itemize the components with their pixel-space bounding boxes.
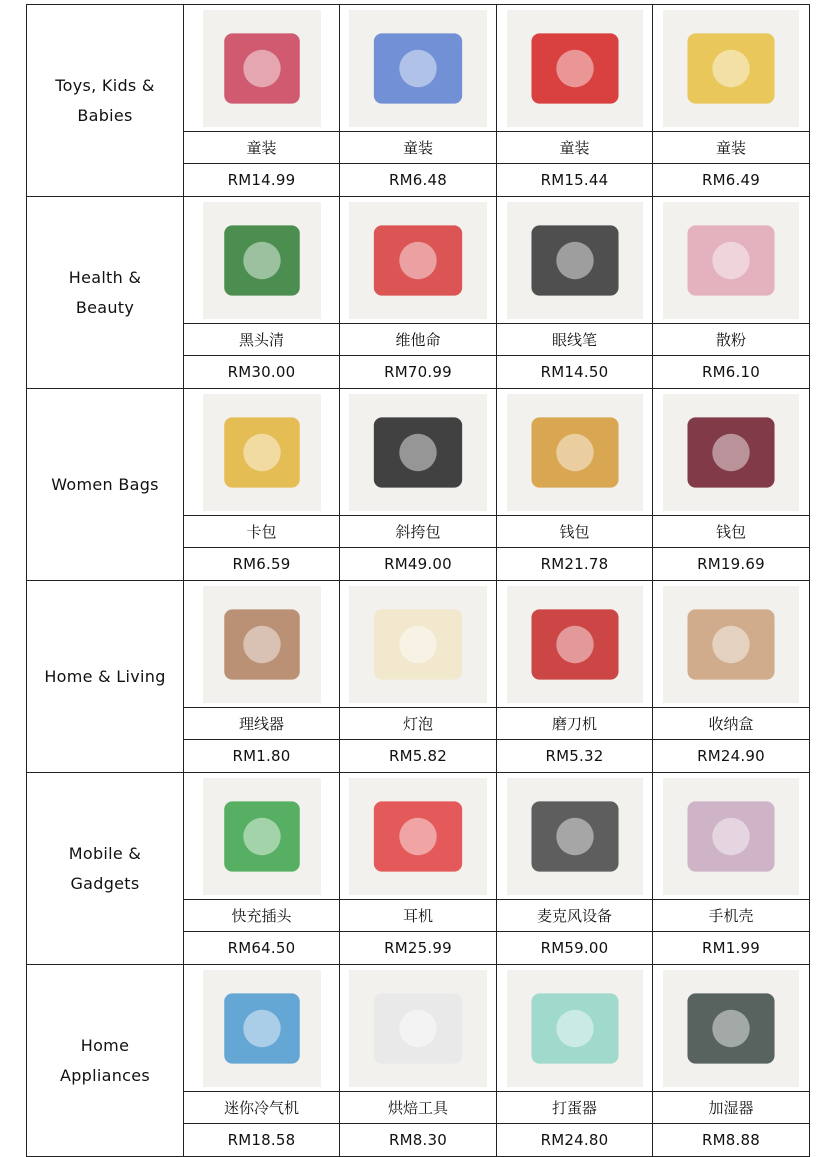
product-image-cell[interactable] (653, 197, 810, 324)
baby-romper-photo[interactable] (653, 10, 809, 127)
image-row (27, 5, 810, 132)
category-label: Health & Beauty (27, 197, 184, 389)
product-price: RM5.82 (340, 740, 497, 773)
product-price: RM6.59 (184, 548, 340, 581)
product-name[interactable]: 手机壳 (653, 900, 810, 932)
image-row (27, 581, 810, 708)
product-price: RM1.99 (653, 932, 810, 965)
product-name[interactable]: 麦克风设备 (497, 900, 653, 932)
image-row (27, 197, 810, 324)
product-price: RM24.80 (497, 1124, 653, 1157)
product-name[interactable]: 钱包 (653, 516, 810, 548)
category-label: Mobile & Gadgets (27, 773, 184, 965)
product-name[interactable]: 灯泡 (340, 708, 497, 740)
product-price: RM6.10 (653, 356, 810, 389)
product-image-cell[interactable] (340, 389, 497, 516)
product-image-cell[interactable] (340, 197, 497, 324)
product-name[interactable]: 迷你冷气机 (184, 1092, 340, 1124)
product-price: RM18.58 (184, 1124, 340, 1157)
cable-organizer-photo[interactable] (184, 586, 339, 703)
product-image-cell[interactable] (653, 581, 810, 708)
product-name[interactable]: 快充插头 (184, 900, 340, 932)
product-name[interactable]: 收纳盒 (653, 708, 810, 740)
product-price: RM8.30 (340, 1124, 497, 1157)
product-price: RM49.00 (340, 548, 497, 581)
product-price: RM59.00 (497, 932, 653, 965)
product-name[interactable]: 童装 (497, 132, 653, 164)
knife-sharpener-photo[interactable] (497, 586, 652, 703)
product-image-cell[interactable] (184, 773, 340, 900)
phone-case-photo[interactable] (653, 778, 809, 895)
product-image-cell[interactable] (184, 965, 340, 1092)
kids-tshirt-set-photo[interactable] (340, 10, 496, 127)
product-name[interactable]: 钱包 (497, 516, 653, 548)
product-name[interactable]: 童装 (340, 132, 497, 164)
vitamin-box-photo[interactable] (340, 202, 496, 319)
makeup-organizer-photo[interactable] (653, 586, 809, 703)
product-name[interactable]: 卡包 (184, 516, 340, 548)
product-image-cell[interactable] (653, 389, 810, 516)
eyeliner-pen-photo[interactable] (497, 202, 652, 319)
product-image-cell[interactable] (497, 5, 653, 132)
category-label: Home & Living (27, 581, 184, 773)
product-name[interactable]: 打蛋器 (497, 1092, 653, 1124)
product-image-cell[interactable] (340, 965, 497, 1092)
product-name[interactable]: 理线器 (184, 708, 340, 740)
earphones-photo[interactable] (340, 778, 496, 895)
product-price: RM21.78 (497, 548, 653, 581)
maroon-wallet-photo[interactable] (653, 394, 809, 511)
category-label: Home Appliances (27, 965, 184, 1157)
crossbody-bag-photo[interactable] (340, 394, 496, 511)
product-name[interactable]: 斜挎包 (340, 516, 497, 548)
microphone-set-photo[interactable] (497, 778, 652, 895)
product-image-cell[interactable] (340, 581, 497, 708)
product-image-cell[interactable] (184, 5, 340, 132)
product-image-cell[interactable] (497, 773, 653, 900)
product-image-cell[interactable] (497, 965, 653, 1092)
product-price: RM64.50 (184, 932, 340, 965)
product-image-cell[interactable] (184, 581, 340, 708)
yellow-wallet-photo[interactable] (497, 394, 652, 511)
product-price: RM25.99 (340, 932, 497, 965)
humidifier-photo[interactable] (653, 970, 809, 1087)
product-image-cell[interactable] (497, 389, 653, 516)
product-price: RM6.48 (340, 164, 497, 197)
cleanser-bottle-photo[interactable] (184, 202, 339, 319)
loose-powder-photo[interactable] (653, 202, 809, 319)
product-price: RM70.99 (340, 356, 497, 389)
baby-outfit-photo[interactable] (184, 10, 339, 127)
category-label: Toys, Kids & Babies (27, 5, 184, 197)
product-name[interactable]: 烘焙工具 (340, 1092, 497, 1124)
product-price: RM19.69 (653, 548, 810, 581)
product-image-cell[interactable] (184, 197, 340, 324)
product-name[interactable]: 眼线笔 (497, 324, 653, 356)
image-row (27, 389, 810, 516)
product-name[interactable]: 维他命 (340, 324, 497, 356)
led-puck-lights-photo[interactable] (340, 586, 496, 703)
product-price: RM8.88 (653, 1124, 810, 1157)
mini-cooler-photo[interactable] (184, 970, 339, 1087)
product-catalog-table (26, 4, 810, 1157)
product-price: RM1.80 (184, 740, 340, 773)
product-price: RM5.32 (497, 740, 653, 773)
product-image-cell[interactable] (340, 5, 497, 132)
product-image-cell[interactable] (653, 5, 810, 132)
product-name[interactable]: 加湿器 (653, 1092, 810, 1124)
product-name[interactable]: 黑头清 (184, 324, 340, 356)
product-price: RM24.90 (653, 740, 810, 773)
product-image-cell[interactable] (184, 389, 340, 516)
baking-tool-photo[interactable] (340, 970, 496, 1087)
product-name[interactable]: 耳机 (340, 900, 497, 932)
fast-charger-photo[interactable] (184, 778, 339, 895)
product-price: RM14.50 (497, 356, 653, 389)
product-price: RM15.44 (497, 164, 653, 197)
egg-beater-photo[interactable] (497, 970, 652, 1087)
product-price: RM30.00 (184, 356, 340, 389)
product-image-cell[interactable] (340, 773, 497, 900)
product-image-cell[interactable] (653, 965, 810, 1092)
product-image-cell[interactable] (653, 773, 810, 900)
image-row (27, 965, 810, 1092)
category-label: Women Bags (27, 389, 184, 581)
image-row (27, 773, 810, 900)
product-image-cell[interactable] (497, 197, 653, 324)
product-name[interactable]: 磨刀机 (497, 708, 653, 740)
product-price: RM6.49 (653, 164, 810, 197)
card-holder-photo[interactable] (184, 394, 339, 511)
product-name[interactable]: 童装 (653, 132, 810, 164)
product-name[interactable]: 童装 (184, 132, 340, 164)
product-price: RM14.99 (184, 164, 340, 197)
product-name[interactable]: 散粉 (653, 324, 810, 356)
spiderman-pajama-photo[interactable] (497, 10, 652, 127)
product-image-cell[interactable] (497, 581, 653, 708)
